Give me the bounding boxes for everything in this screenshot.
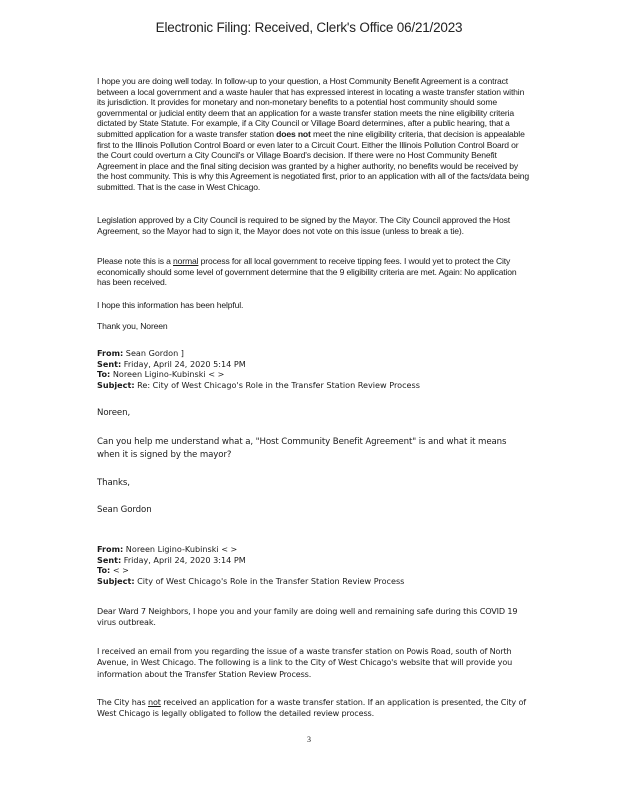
reply-p2-text: Legislation approved by a City Council is required to be signed by the Mayor. The City Council approved the Host Agreement, so the Mayor had to sign it, the Mayor does not vote on this issue (unless to break a tie). [97,215,510,236]
email-1-to-label: To: [97,369,111,380]
filing-stamp-header: Electronic Filing: Received, Clerk's Office 06/21/2023 [155,20,463,35]
reply-signoff [97,321,531,332]
email-1-from-label: From: [97,348,124,358]
email-1-body [97,436,531,462]
email-1-name-text: Sean Gordon [97,505,152,515]
email-2-subject-value: City of West Chicago's Role in the Transfer Station Review Process [134,575,405,586]
email-2-header [97,544,531,586]
email-1-from-value: Sean Gordon ] [123,348,184,358]
email-2-from-label: From: [97,544,124,554]
page-number: 3 [307,735,311,744]
reply-p3-end: process for all local government to receive tipping fees. I would yet to protect the City economically should some level of government determine that the 9 eligibility criteria are met. Again: No application has been received. [97,256,517,288]
email-2-paragraph-2 [97,646,531,680]
reply-p1-start: I hope you are doing well today. In follow-up to your question, a Host Community Benefit Agreement is a contract between a local government and a waste hauler that has expressed interest in locating a waste transfer station within its jurisdiction. It provides for monetary and non-monetary benefits to a potential host community should some governmental or judicial entity deem that an application for a waste transfer station meets the nine eligibility criteria dictated by State Statute. For example, if a City Council or Village Board determines, after a public hearing, that a submitted application for a waste transfer station [97,76,525,139]
email-1-subject-value: Re: City of West Chicago's Role in the Transfer Station Review Process [134,379,420,390]
reply-paragraph-1 [97,76,531,193]
email-1-closing [97,477,531,490]
email-1-greeting-text: Noreen, [97,408,131,418]
email-2-sent-label: Sent: [97,554,122,565]
email-1-sent-value: Friday, April 24, 2020 5:14 PM [121,358,246,369]
reply-paragraph-3 [97,256,531,288]
email-2-paragraph-3 [97,697,531,720]
reply-paragraph-2 [97,215,531,236]
reply-p1-bold: does not [276,128,311,139]
reply-p4-text: I hope this information has been helpful. [97,300,244,310]
email-2-paragraph-1 [97,606,531,629]
email-2-p3-start: The City has [97,697,148,707]
email-1-sent-label: Sent: [97,358,122,369]
email-2-from-value: Noreen Ligino-Kubinski < > [123,544,238,554]
email-2-sent-value: Friday, April 24, 2020 3:14 PM [121,554,246,565]
email-1-closing-text: Thanks, [97,478,130,488]
email-1-name [97,504,531,517]
email-1-greeting [97,407,531,420]
reply-sign-text: Thank you, Noreen [97,321,168,331]
reply-paragraph-4 [97,300,531,311]
email-2-p3-end: received an application for a waste transfer station. If an application is presented, the City of West Chicago is legally obligated to follow the detailed review process. [97,697,526,719]
email-2-p1-text: Dear Ward 7 Neighbors, I hope you and your family are doing well and remaining safe during this COVID 19 virus outbreak. [97,606,518,628]
email-1-to-value: Noreen Ligino-Kubinski < > [110,369,225,380]
email-2-p2-text: I received an email from you regarding the issue of a waste transfer station on Powis Road, south of North Avenue, in West Chicago. The following is a link to the City of West Chicago's website that will provide you information about the Transfer Station Review Process. [97,646,513,679]
email-2-to-value: < > [110,565,129,576]
email-2-subject-label: Subject: [97,575,135,586]
email-1-header [97,348,531,390]
email-2-to-label: To: [97,565,111,576]
reply-p3-start: Please note this is a [97,256,173,266]
reply-p1-end: meet the nine eligibility criteria, that decision is appealable first to the Illinois Pollution Control Board or even later to a Circuit Court. Either the Illinois Pollution Control Board or the Court could overturn a City Council's or Village Board's decision. If there were no Host Community Benefit Agreement in place and the final siting decision was granted by a higher authority, no benefits would be received by the host community. This is why this Agreement is negotiated first, prior to an application with all of the facts/data being submitted. That is the case in West Chicago. [97,128,530,192]
email-1-body-text: Can you help me understand what a, "Host Community Benefit Agreement" is and what it means when it is signed by the mayor? [97,437,507,460]
email-2-p3-underline: not [148,697,161,707]
reply-p3-underline: normal [173,256,199,266]
email-1-subject-label: Subject: [97,379,135,390]
